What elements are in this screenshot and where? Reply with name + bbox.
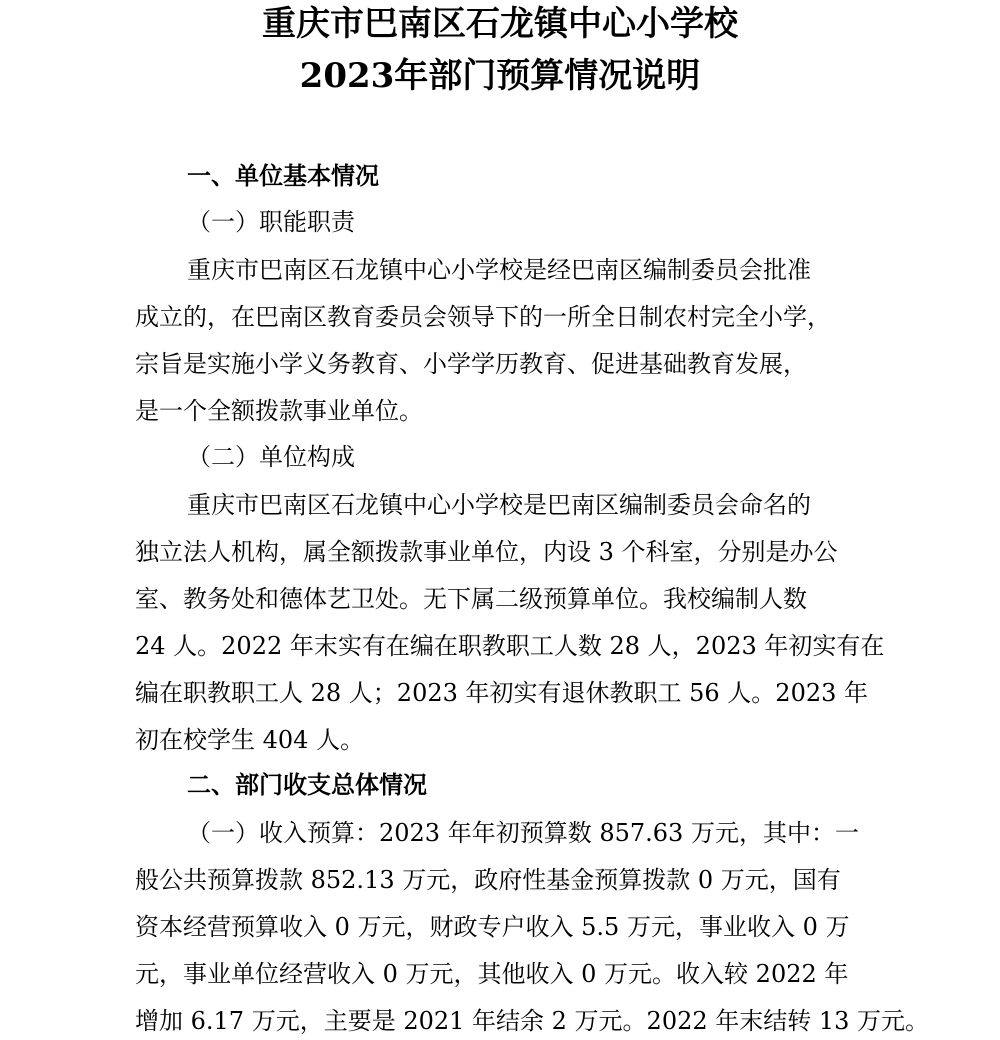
paragraph-line: 24 人。2022 年末实有在编在职教职工人数 28 人，2023 年初实有在 <box>135 632 885 660</box>
paragraph-line: 增加 6.17 万元，主要是 2021 年结余 2 万元。2022 年末结转 13 万元。 <box>135 1007 930 1035</box>
paragraph-line: 重庆市巴南区石龙镇中心小学校是巴南区编制委员会命名的 <box>187 491 811 519</box>
subsection-heading-composition: （二）单位构成 <box>187 443 355 471</box>
section-heading-budget-overview: 二、部门收支总体情况 <box>187 770 427 799</box>
subsection-heading-duties: （一）职能职责 <box>187 208 355 236</box>
document-title-line-1: 重庆市巴南区石龙镇中心小学校 <box>262 4 738 44</box>
paragraph-line: （一）收入预算：2023 年年初预算数 857.63 万元，其中：一 <box>187 819 859 847</box>
paragraph-line: 资本经营预算收入 0 万元，财政专户收入 5.5 万元，事业收入 0 万 <box>135 913 850 941</box>
paragraph-line: 独立法人机构，属全额拨款事业单位，内设 3 个科室，分别是办公 <box>135 538 838 566</box>
paragraph-line: 元，事业单位经营收入 0 万元，其他收入 0 万元。收入较 2022 年 <box>135 960 849 988</box>
paragraph-line: 是一个全额拨款事业单位。 <box>135 397 423 425</box>
paragraph-line: 般公共预算拨款 852.13 万元，政府性基金预算拨款 0 万元，国有 <box>135 866 841 894</box>
paragraph-line: 重庆市巴南区石龙镇中心小学校是经巴南区编制委员会批准 <box>187 256 811 284</box>
paragraph-line: 编在职教职工人 28 人；2023 年初实有退休教职工 56 人。2023 年 <box>135 679 869 707</box>
paragraph-line: 宗旨是实施小学义务教育、小学学历教育、促进基础教育发展， <box>135 350 807 378</box>
paragraph-line: 室、教务处和德体艺卫处。无下属二级预算单位。我校编制人数 <box>135 585 807 613</box>
section-heading-basic-info: 一、单位基本情况 <box>187 161 379 190</box>
paragraph-line: 初在校学生 404 人。 <box>135 726 365 754</box>
paragraph-line: 成立的，在巴南区教育委员会领导下的一所全日制农村完全小学， <box>135 303 831 331</box>
document-title-line-2: 2023年部门预算情况说明 <box>299 56 701 96</box>
